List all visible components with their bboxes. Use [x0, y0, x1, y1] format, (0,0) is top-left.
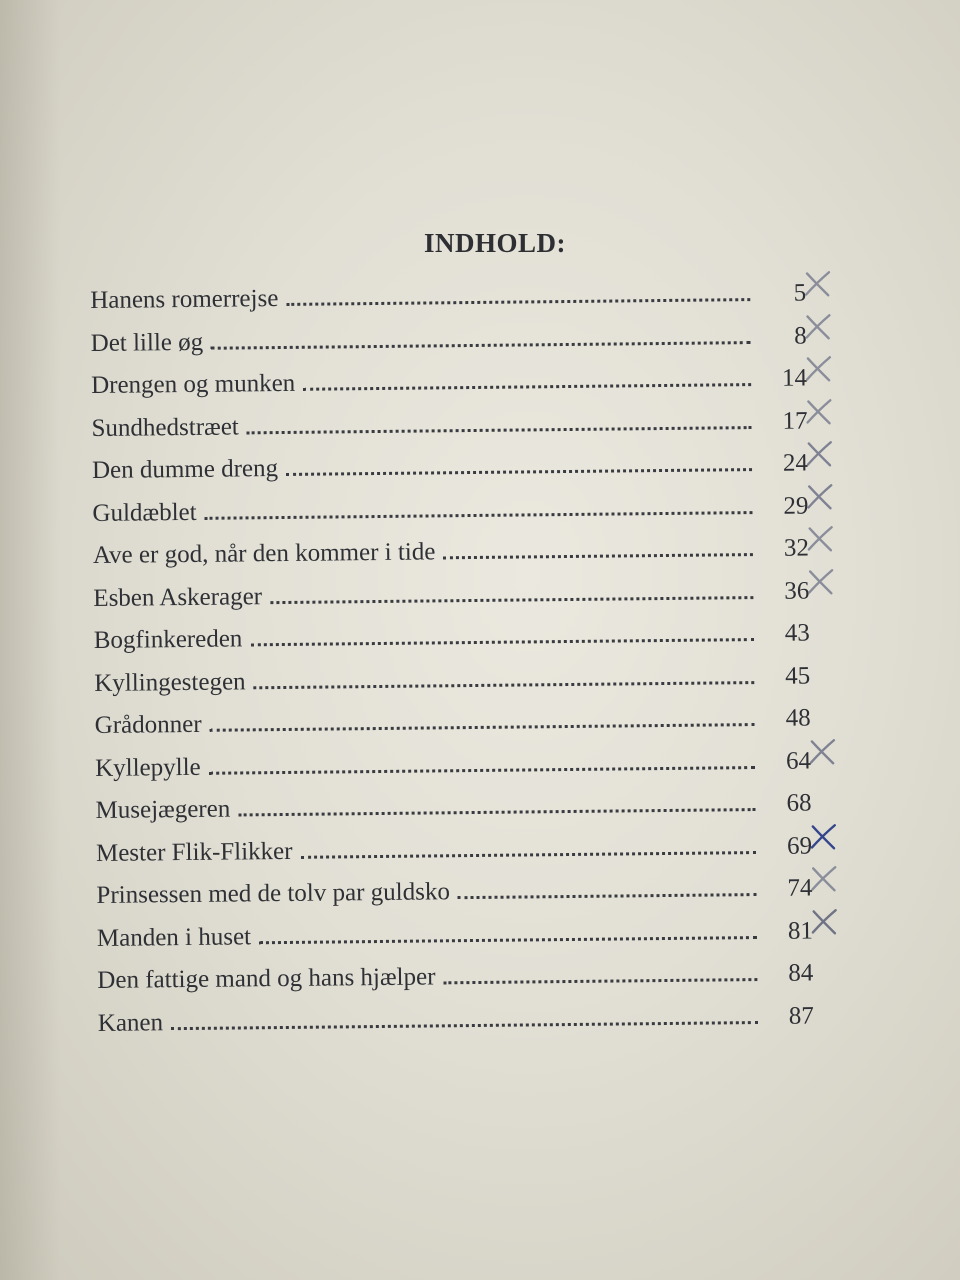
handwritten-x-icon — [804, 438, 834, 468]
toc-entry-title: Hanens romerrejse — [90, 285, 279, 314]
handwritten-x-icon — [808, 863, 838, 893]
toc-entry-page: 29 — [783, 491, 809, 520]
handwritten-x-icon — [808, 821, 838, 851]
dot-leader — [205, 511, 753, 520]
toc-entry — [98, 993, 858, 1043]
dot-leader — [443, 553, 753, 559]
toc-entry-title: Prinsessen med de tolv par guldsko — [96, 878, 451, 909]
check-mark-slot — [809, 906, 853, 936]
check-mark-slot — [808, 821, 852, 851]
check-mark-slot — [809, 948, 853, 978]
toc-entry-title: Kyllingestegen — [94, 667, 246, 697]
toc-entry-title: Kyllepylle — [94, 753, 201, 782]
toc-entry-title: Bogfinkereden — [93, 625, 243, 654]
dot-leader — [171, 1021, 758, 1030]
toc-entry-title: Sundhedstræet — [91, 412, 239, 442]
toc-entry-page: 8 — [794, 321, 807, 350]
check-mark-slot — [807, 778, 851, 808]
check-mark-slot — [804, 481, 848, 511]
check-mark-slot — [805, 566, 849, 596]
toc-entry-page: 45 — [785, 661, 811, 690]
toc-entry-title: Musejægeren — [95, 795, 231, 824]
toc-entry-title: Grådonner — [94, 710, 202, 739]
dot-leader — [286, 298, 750, 306]
handwritten-x-icon — [803, 396, 833, 426]
toc-entry-title: Esben Askerager — [93, 582, 263, 612]
handwritten-x-icon — [802, 311, 832, 341]
table-of-contents — [90, 270, 858, 1043]
dot-leader — [247, 426, 752, 434]
handwritten-x-icon — [804, 481, 834, 511]
check-mark-slot — [802, 311, 846, 341]
toc-entry-page: 32 — [783, 534, 810, 562]
check-mark-slot — [808, 863, 852, 893]
toc-entry-page: 68 — [786, 789, 812, 817]
dot-leader — [270, 596, 753, 604]
check-mark-slot — [802, 268, 846, 298]
contents-heading: INDHOLD: — [423, 228, 566, 258]
dot-leader — [259, 936, 757, 944]
toc-entry-page: 36 — [784, 576, 810, 605]
toc-entry-title: Drengen og munken — [90, 369, 296, 399]
toc-entry-page: 64 — [785, 746, 812, 775]
toc-entry-title: Den dumme dreng — [91, 455, 279, 484]
dot-leader — [254, 681, 755, 689]
dot-leader — [301, 851, 756, 859]
dot-leader — [250, 638, 753, 646]
check-mark-slot — [806, 608, 850, 638]
dot-leader — [458, 893, 757, 899]
handwritten-x-icon — [805, 566, 835, 596]
toc-entry-page: 84 — [788, 959, 814, 987]
handwritten-x-icon — [807, 736, 837, 766]
toc-entry-page: 43 — [784, 619, 810, 647]
toc-entry-title: Det lille øg — [90, 328, 204, 357]
check-mark-slot — [810, 991, 854, 1021]
check-mark-slot — [804, 438, 848, 468]
toc-entry-page: 24 — [782, 449, 809, 477]
dot-leader — [238, 808, 755, 816]
toc-entry-page: 81 — [787, 916, 814, 945]
check-mark-slot — [806, 693, 850, 723]
toc-entry-title: Den fattige mand og hans hjælper — [97, 963, 436, 994]
toc-entry-page: 14 — [781, 364, 808, 392]
toc-entry-title: Guldæblet — [92, 498, 197, 527]
dot-leader — [444, 978, 758, 984]
dot-leader — [211, 341, 751, 350]
handwritten-x-icon — [805, 523, 835, 553]
toc-entry-page: 5 — [793, 279, 807, 307]
check-mark-slot — [803, 353, 847, 383]
toc-entry-page: 69 — [786, 831, 813, 860]
dot-leader — [210, 723, 755, 732]
dot-leader — [209, 766, 755, 775]
check-mark-slot — [807, 736, 851, 766]
toc-entry-title: Manden i huset — [96, 922, 252, 952]
toc-entry-title: Ave er god, når den kommer i tide — [92, 538, 436, 569]
toc-entry-page: 17 — [782, 406, 808, 435]
dot-leader — [303, 383, 751, 391]
toc-entry-title: Kanen — [97, 1008, 164, 1037]
dot-leader — [286, 468, 752, 476]
check-mark-slot — [805, 523, 849, 553]
toc-entry-page: 48 — [785, 704, 811, 732]
handwritten-x-icon — [803, 353, 833, 383]
handwritten-x-icon — [809, 906, 839, 936]
check-mark-slot — [806, 651, 850, 681]
toc-entry-page: 87 — [788, 1001, 814, 1030]
check-mark-slot — [803, 396, 847, 426]
handwritten-x-icon — [802, 268, 832, 298]
toc-entry-page: 74 — [787, 874, 813, 902]
toc-entry-title: Mester Flik-Flikker — [95, 837, 293, 867]
